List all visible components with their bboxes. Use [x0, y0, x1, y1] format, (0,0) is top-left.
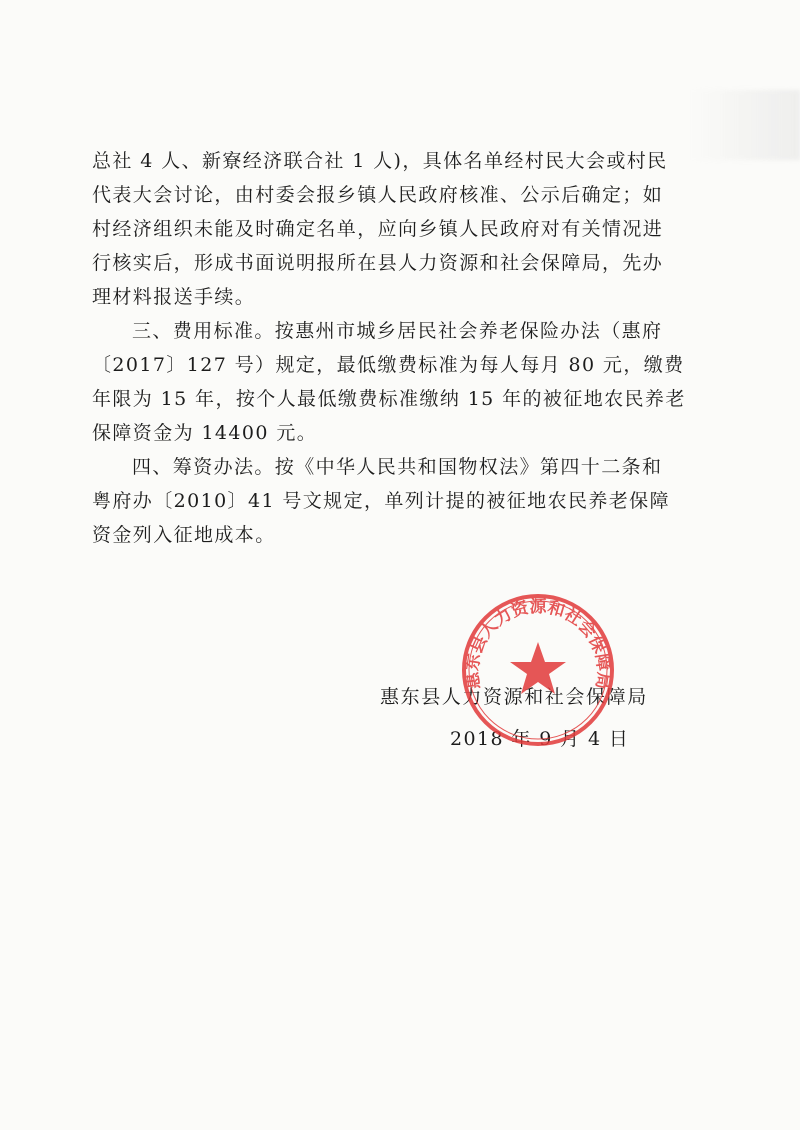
- paragraph-2-line: 三、费用标准。按惠州市城乡居民社会养老保险办法（惠府: [132, 320, 663, 342]
- paragraph-1-line: 代表大会讨论，由村委会报乡镇人民政府核准、公示后确定；如: [92, 184, 664, 206]
- signer-organization: 惠东县人力资源和社会保障局: [380, 686, 648, 708]
- svg-text:惠东县人力资源和社会保障局: 惠东县人力资源和社会保障局: [462, 597, 614, 691]
- paragraph-1-line: 理材料报送手续。: [92, 286, 256, 308]
- paragraph-2-line: 保障资金为 14400 元。: [92, 422, 318, 444]
- paragraph-3-line: 资金列入征地成本。: [92, 524, 276, 546]
- paragraph-funding: [92, 450, 720, 552]
- paragraph-fees: [92, 314, 720, 450]
- document-body: [92, 144, 720, 552]
- paragraph-3-line: 四、筹资办法。按《中华人民共和国物权法》第四十二条和: [132, 456, 663, 478]
- paragraph-3-line: 粤府办〔2010〕41 号文规定，单列计提的被征地农民养老保障: [92, 490, 670, 512]
- paragraph-2-line: 年限为 15 年，按个人最低缴费标准缴纳 15 年的被征地农民养老: [92, 388, 686, 410]
- paragraph-1-line: 村经济组织未能及时确定名单，应向乡镇人民政府对有关情况进: [92, 218, 664, 240]
- paragraph-1: [92, 144, 720, 314]
- paragraph-2-line: 〔2017〕127 号）规定，最低缴费标准为每人每月 80 元，缴费: [92, 354, 685, 376]
- document-date: 2018 年 9 月 4 日: [450, 728, 630, 750]
- paragraph-1-line: 总社 4 人、新寮经济联合社 1 人)，具体名单经村民大会或村民: [92, 150, 668, 172]
- official-seal-icon: [458, 590, 618, 750]
- paragraph-1-line: 行核实后，形成书面说明报所在县人力资源和社会保障局，先办: [92, 252, 664, 274]
